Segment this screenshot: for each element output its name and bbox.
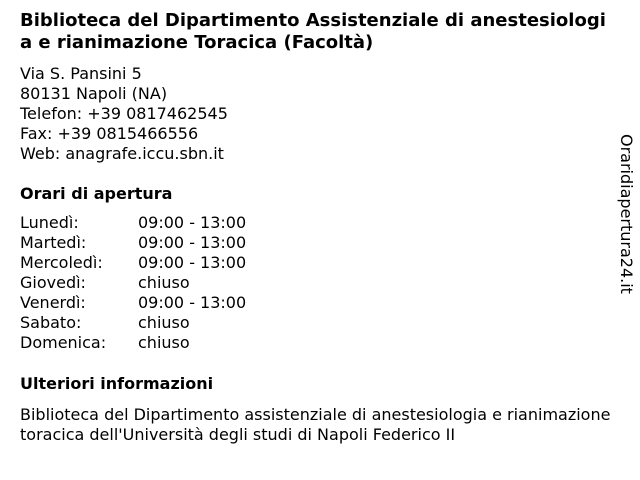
day-hours: 09:00 - 13:00 bbox=[138, 253, 247, 272]
day-hours: chiuso bbox=[138, 273, 190, 292]
day-hours: 09:00 - 13:00 bbox=[138, 293, 247, 312]
day-label: Martedì: bbox=[20, 233, 87, 252]
phone-number: Telefon: +39 0817462545 bbox=[20, 104, 228, 123]
day-label: Mercoledì: bbox=[20, 253, 103, 272]
hours-row-thursday bbox=[20, 273, 246, 293]
day-hours: 09:00 - 13:00 bbox=[138, 233, 247, 252]
opening-hours-table bbox=[20, 213, 246, 353]
site-brand-watermark: Oraridiapertura24.it bbox=[617, 134, 636, 294]
day-label: Sabato: bbox=[20, 313, 82, 332]
day-label: Lunedì: bbox=[20, 213, 79, 232]
day-hours: chiuso bbox=[138, 333, 190, 352]
day-hours: 09:00 - 13:00 bbox=[138, 213, 247, 232]
city-postal: 80131 Napoli (NA) bbox=[20, 84, 168, 103]
hours-row-saturday bbox=[20, 313, 246, 333]
street-address: Via S. Pansini 5 bbox=[20, 64, 142, 83]
hours-row-wednesday bbox=[20, 253, 246, 273]
fax-number: Fax: +39 0815466556 bbox=[20, 124, 199, 143]
website: Web: anagrafe.iccu.sbn.it bbox=[20, 144, 224, 163]
hours-row-monday bbox=[20, 213, 246, 233]
day-label: Venerdì: bbox=[20, 293, 86, 312]
library-title: Biblioteca del Dipartimento Assistenziale di anestesiologia e rianimazione Toracica (Facoltà) bbox=[20, 10, 606, 53]
day-hours: chiuso bbox=[138, 313, 190, 332]
more-info-text: Biblioteca del Dipartimento assistenziale di anestesiologia e rianimazione toracica dell'Università degli studi di Napoli Federico II bbox=[20, 405, 611, 444]
day-label: Giovedì: bbox=[20, 273, 86, 292]
hours-row-sunday bbox=[20, 333, 246, 353]
address-block bbox=[20, 64, 228, 164]
hours-row-tuesday bbox=[20, 233, 246, 253]
day-label: Domenica: bbox=[20, 333, 107, 352]
more-info-heading: Ulteriori informazioni bbox=[20, 374, 214, 393]
hours-row-friday bbox=[20, 293, 246, 313]
opening-hours-heading: Orari di apertura bbox=[20, 184, 173, 203]
